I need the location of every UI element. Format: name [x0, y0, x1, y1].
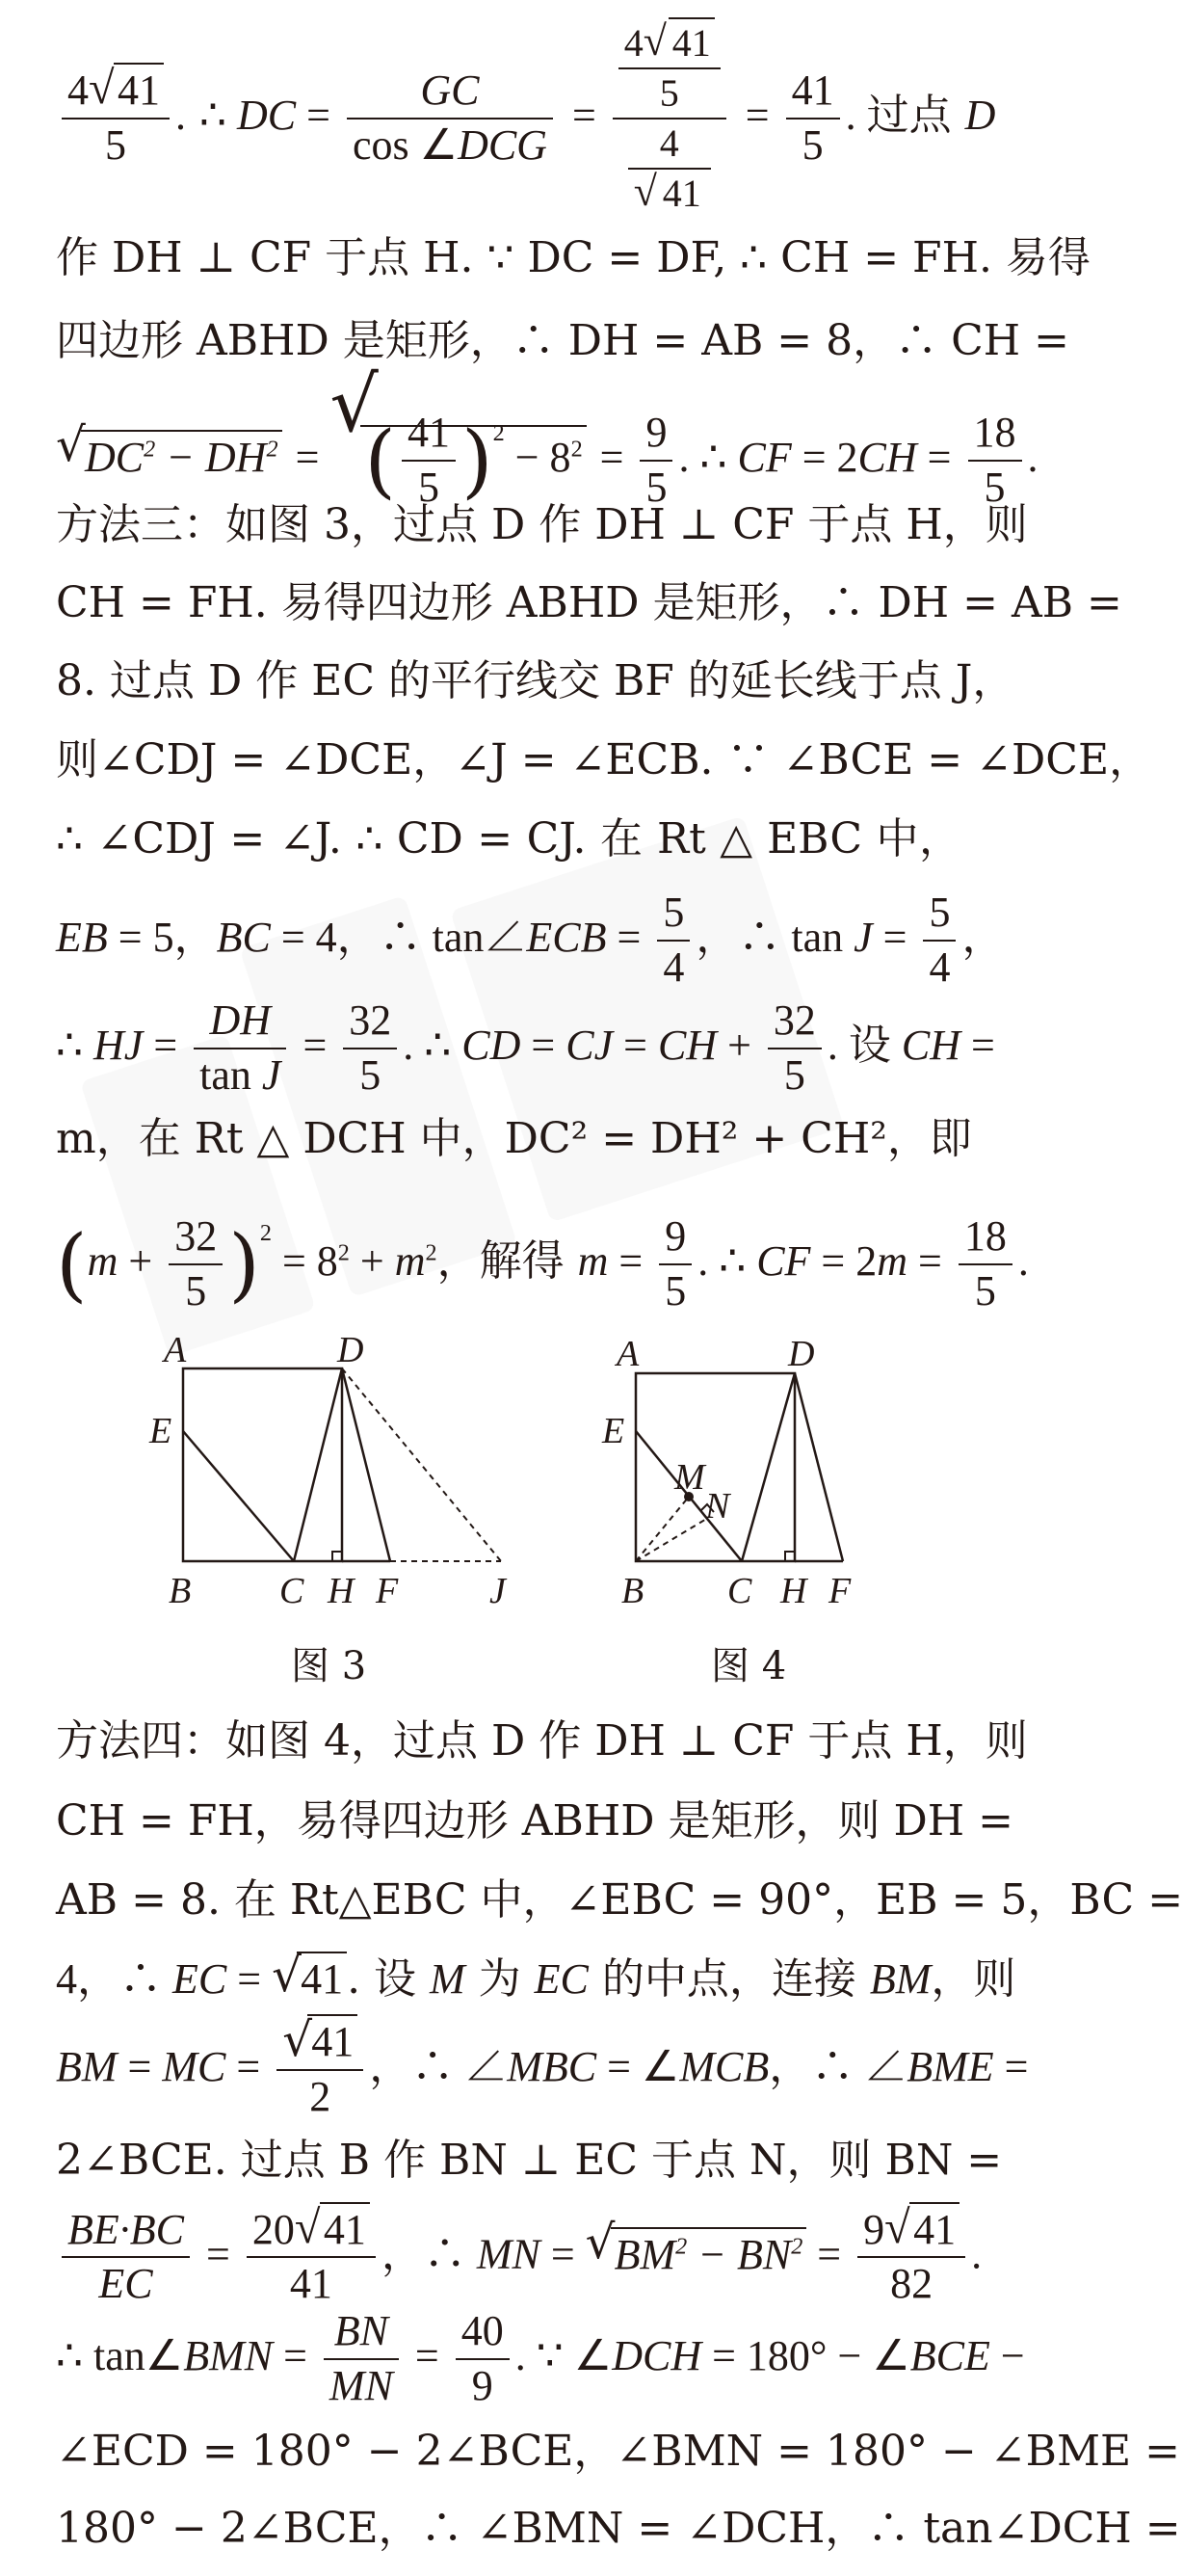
fig3-label-e: E — [149, 1411, 172, 1451]
text-line-5: 方法三：如图 3，过点 D 作 DH ⊥ CF 于点 H，则 — [56, 500, 1028, 549]
text-line-19: 2∠BCE. 过点 B 作 BN ⊥ EC 于点 N，则 BN = — [56, 2136, 1003, 2185]
text-line-6: CH = FH. 易得四边形 ABHD 是矩形，∴ DH = AB = — [56, 578, 1122, 627]
text-line-4: √ $DC^2 - DH^2$ = √ ( $\frac{41}{5}$ )$^2 - 8^2$ = $\frac{9}{5}$ . ∴ CF = 2CH = $\frac{18}{5}$ . — [56, 359, 1038, 511]
text-line-11: ∴ HJ = $\frac{DH}{\text{tan J}}$ = $\frac{32}{5}$ . ∴ CD = CJ = CH + $\frac{32}{5}$ . 设 CH = — [56, 996, 995, 1099]
text-line-15: CH = FH，易得四边形 ABHD 是矩形，则 DH = — [56, 1796, 1013, 1846]
fig4-label-h: H — [780, 1571, 807, 1611]
fig3-label-d: D — [337, 1330, 364, 1370]
text-line-21: ∴ tan∠BMN = $\frac{BN}{MN}$ = $\frac{40}{9}$ . ∵ ∠DCH = 180° − ∠BCE − — [56, 2307, 1025, 2409]
fig4-label-f: F — [828, 1571, 852, 1611]
text-line-9: ∴ ∠CDJ = ∠J. ∴ CD = CJ. 在 Rt △ EBC 中， — [56, 814, 961, 863]
fig4-label-n: N — [705, 1486, 730, 1527]
text-line-22: ∠ECD = 180° − 2∠BCE，∠BMN = 180° − ∠BME = — [56, 2427, 1181, 2476]
fig3-label-j: J — [489, 1571, 506, 1611]
text-line-23: 180° − 2∠BCE，∴ ∠BMN = ∠DCH，∴ tan∠DCH = — [56, 2504, 1181, 2553]
fig3-label-h: H — [328, 1571, 355, 1611]
fig3-label-f: F — [376, 1571, 399, 1611]
text-line-8: 则∠CDJ = ∠DCE，∠J = ∠ECB. ∵ ∠BCE = ∠DCE， — [56, 735, 1152, 784]
text-line-14: 方法四：如图 4，过点 D 作 DH ⊥ CF 于点 H，则 — [56, 1716, 1028, 1766]
text-line-12: m，在 Rt △ DCH 中，DC² = DH² + CH²，即 — [56, 1114, 972, 1163]
text-line-7: 8. 过点 D 作 EC 的平行线交 BF 的延长线于点 J， — [56, 656, 1015, 705]
fig4-label-d: D — [788, 1334, 815, 1374]
fig4-label-e: E — [602, 1411, 625, 1451]
text-line-1: 4 √ 41 5 . ∴ DC = $\frac{GC}{\text{cos ∠DCG}}$ = 4 √ 41 5 4 √ 41 = $\frac{41}{5}$ . 过点 D — [56, 19, 961, 212]
fig4-label-c: C — [727, 1571, 752, 1611]
figure-4-diagram — [597, 1325, 906, 1633]
text-line-10: EB = 5，BC = 4，∴ tan∠ECB = $\frac{5}{4}$ ，∴ tan J = $\frac{5}{4}$ ， — [56, 889, 1005, 991]
fig4-label-m: M — [674, 1457, 705, 1498]
figure-3-diagram — [145, 1325, 549, 1633]
fig3-label-a: A — [164, 1330, 187, 1370]
fig3-label-c: C — [279, 1571, 304, 1611]
fig4-label-a: A — [617, 1334, 640, 1374]
text-line-20: $\frac{BE\cdot BC}{EC}$ = 20 √ 41 41 ，∴ MN = √ $BM^2 - BN^2$ = 9 √ 41 82 . — [56, 2193, 961, 2299]
text-line-18: BM = MC = √ 41 2 ，∴ ∠MBC = ∠MCB，∴ ∠BME = — [56, 2013, 1029, 2120]
text-line-2: 作 DH ⊥ CF 于点 H. ∵ DC = DF, ∴ CH = FH. 易得 — [56, 233, 1091, 282]
fig4-label-b: B — [621, 1571, 644, 1611]
figure-4-caption: 图 4 — [711, 1644, 787, 1688]
text-line-3: 四边形 ABHD 是矩形，∴ DH = AB = 8，∴ CH = — [56, 316, 1070, 365]
figure-3-caption: 图 3 — [291, 1644, 367, 1688]
fig3-label-b: B — [169, 1571, 192, 1611]
text-line-13: (m + $\frac{32}{5}$ )$^2 = 8^2 + m^2$，解得 m = $\frac{9}{5}$ . ∴ CF = 2m = $\frac{18}{5}$ . — [56, 1212, 1029, 1315]
text-line-17: 4，∴ EC = √ 41. 设 M 为 EC 的中点，连接 BM，则 — [56, 1949, 1016, 2004]
text-line-16: AB = 8. 在 Rt△EBC 中，∠EBC = 90°，EB = 5，BC = — [56, 1875, 1183, 1925]
